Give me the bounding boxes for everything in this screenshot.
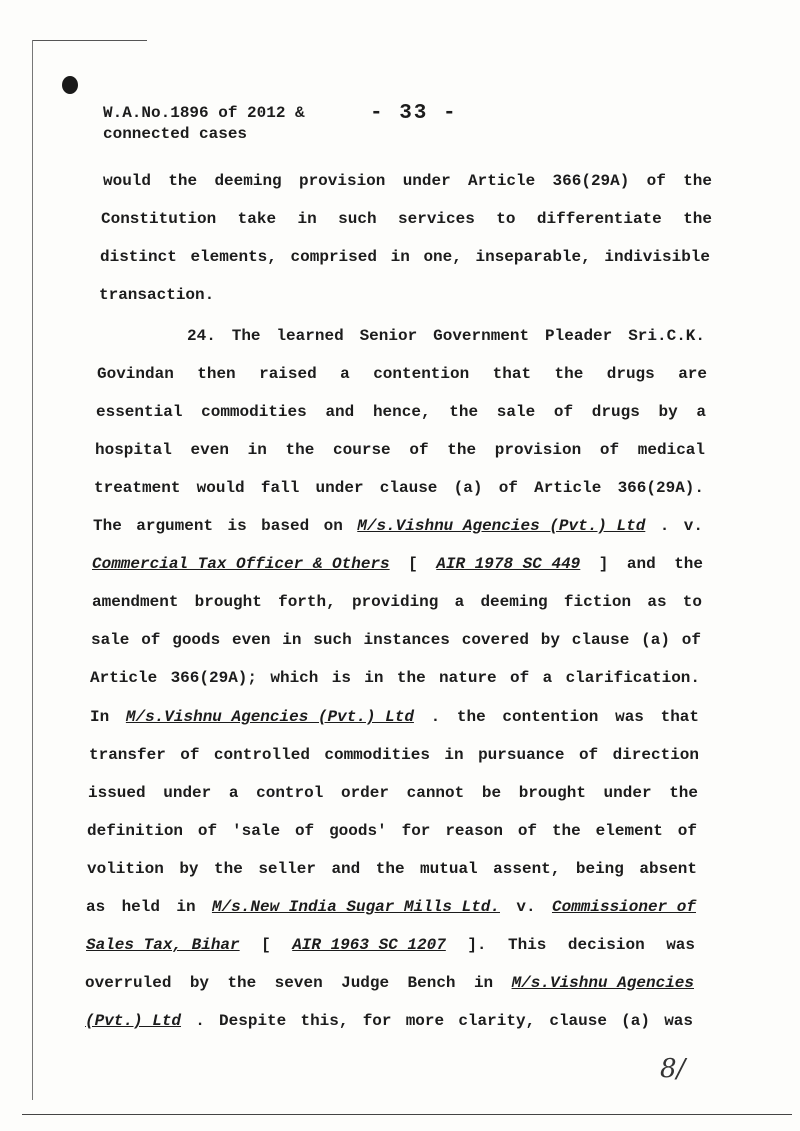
word: Article xyxy=(90,669,158,687)
word: which xyxy=(270,669,319,687)
word: v. xyxy=(516,898,536,916)
text-line xyxy=(0,327,800,351)
text-line xyxy=(0,974,800,998)
word: in xyxy=(390,248,410,266)
word: sale xyxy=(496,403,536,421)
word: such xyxy=(338,210,377,228)
word: Constitution xyxy=(101,210,217,228)
word: in xyxy=(282,631,302,649)
word: and xyxy=(626,555,656,573)
text-line xyxy=(0,479,800,503)
word: 24. xyxy=(187,327,216,345)
word: be xyxy=(481,784,502,802)
word: held xyxy=(121,898,160,916)
word: in xyxy=(297,210,317,228)
word: the xyxy=(554,365,584,383)
word: seller xyxy=(258,860,316,878)
word: assent, xyxy=(493,860,561,878)
word: forth, xyxy=(278,593,336,611)
word: clause xyxy=(549,1012,607,1030)
word: [ xyxy=(261,936,271,954)
word: and xyxy=(325,403,355,421)
text-line xyxy=(0,631,800,655)
word: of xyxy=(681,631,701,649)
word: hence, xyxy=(372,403,431,421)
word: contention xyxy=(373,365,470,383)
word: of xyxy=(409,441,429,459)
word: element xyxy=(595,822,663,840)
word: overruled xyxy=(85,974,172,992)
word: of xyxy=(180,746,200,764)
word: as xyxy=(86,898,106,916)
word: of xyxy=(510,669,530,687)
word: definition xyxy=(87,822,184,840)
text-line xyxy=(0,860,800,884)
word: Article xyxy=(534,479,602,497)
word: being xyxy=(575,860,624,878)
word: of xyxy=(578,746,599,764)
case-citation: Sales Tax, Bihar xyxy=(86,936,240,954)
word: pursuance xyxy=(478,746,565,764)
word: the xyxy=(396,669,426,687)
word: Despite xyxy=(219,1012,287,1030)
word: services xyxy=(398,210,475,228)
word: would xyxy=(196,479,245,497)
word: provision xyxy=(298,172,386,190)
word: brought xyxy=(518,784,586,802)
word: hospital xyxy=(95,441,172,459)
text-line xyxy=(0,403,800,427)
word: in xyxy=(176,898,196,916)
word: raised xyxy=(259,365,317,383)
word: (a) xyxy=(621,1012,650,1030)
word: the xyxy=(456,708,486,726)
handwritten-initials: 8/ xyxy=(660,1054,686,1084)
word: instances xyxy=(363,631,450,649)
word: (a) xyxy=(453,479,483,497)
word: by xyxy=(189,974,210,992)
word: drugs xyxy=(591,403,640,421)
word: decision xyxy=(567,936,645,954)
word: The xyxy=(231,327,261,345)
word: and xyxy=(331,860,361,878)
word: Sri.C.K. xyxy=(628,327,705,345)
text-line xyxy=(0,898,800,922)
text-line xyxy=(0,441,800,465)
word: a xyxy=(340,365,350,383)
text-line xyxy=(0,365,800,389)
word: reason xyxy=(445,822,503,840)
word: of xyxy=(646,172,666,190)
case-citation: AIR 1963 SC 1207 xyxy=(292,936,446,954)
word: was xyxy=(666,936,695,954)
word: for xyxy=(362,1012,392,1030)
word: absent xyxy=(639,860,697,878)
word: was xyxy=(664,1012,693,1030)
text-line xyxy=(0,248,800,272)
word: Article xyxy=(468,172,536,190)
word: commodities xyxy=(201,403,307,421)
word: of xyxy=(599,441,620,459)
word: the xyxy=(375,860,405,878)
word: goods xyxy=(172,631,221,649)
word: essential xyxy=(96,403,183,421)
word: Bench xyxy=(407,974,456,992)
word: in xyxy=(247,441,267,459)
text-line xyxy=(0,555,800,579)
word: treatment xyxy=(94,479,181,497)
word: indivisible xyxy=(604,248,710,266)
word: a xyxy=(696,403,706,421)
word: Pleader xyxy=(545,327,613,345)
word: of xyxy=(553,403,574,421)
word: a xyxy=(542,669,553,687)
word: comprised xyxy=(290,248,377,266)
word: by xyxy=(179,860,199,878)
word: mutual xyxy=(420,860,478,878)
word: even xyxy=(190,441,229,459)
word: under xyxy=(402,172,451,190)
word: of xyxy=(294,822,315,840)
text-line xyxy=(0,210,800,234)
word: in xyxy=(473,974,494,992)
word: the xyxy=(669,784,698,802)
text-line xyxy=(0,669,800,693)
word: argument xyxy=(136,517,214,535)
word: is xyxy=(331,669,351,687)
word: Senior xyxy=(359,327,418,345)
word: deeming xyxy=(480,593,548,611)
word: contention xyxy=(502,708,599,726)
word: the xyxy=(674,555,703,573)
word: to xyxy=(496,210,516,228)
word: controlled xyxy=(213,746,310,764)
word: transfer xyxy=(89,746,166,764)
text-line xyxy=(0,1012,800,1036)
word: the xyxy=(449,403,479,421)
word: course xyxy=(333,441,391,459)
word: inseparable, xyxy=(475,248,591,266)
text-line xyxy=(0,172,800,196)
word: the xyxy=(168,172,198,190)
word: by xyxy=(658,403,678,421)
word: brought xyxy=(194,593,262,611)
word: . xyxy=(430,708,441,726)
text-line xyxy=(0,517,800,541)
word: in xyxy=(364,669,384,687)
word: 366(29A); xyxy=(170,669,257,687)
word: . xyxy=(659,517,670,535)
word: commodities xyxy=(324,746,430,764)
case-citation: M/s.New India Sugar Mills Ltd. xyxy=(211,898,500,916)
word: The xyxy=(93,517,122,535)
word: of xyxy=(677,822,697,840)
case-citation: M/s.Vishnu Agencies (Pvt.) Ltd xyxy=(125,708,414,726)
word: transaction. xyxy=(99,286,215,304)
word: based xyxy=(261,517,310,535)
word: Govindan xyxy=(97,365,174,383)
word: sale xyxy=(91,631,130,649)
word: ] xyxy=(598,555,609,573)
word: more xyxy=(405,1012,445,1030)
word: 'sale xyxy=(232,822,281,840)
case-citation: AIR 1978 SC 449 xyxy=(436,555,581,573)
word: nature xyxy=(439,669,497,687)
word: providing xyxy=(351,593,439,611)
word: of xyxy=(197,822,218,840)
word: clause xyxy=(379,479,438,497)
word: the xyxy=(683,172,712,190)
word: as xyxy=(647,593,667,611)
word: . xyxy=(195,1012,205,1030)
word: 366(29A). xyxy=(617,479,704,497)
word: cannot xyxy=(406,784,465,802)
word: control xyxy=(256,784,324,802)
text-line xyxy=(0,822,800,846)
word: one, xyxy=(423,248,462,266)
word: a xyxy=(454,593,465,611)
scan-border-bottom xyxy=(22,1114,792,1115)
word: amendment xyxy=(92,593,179,611)
word: are xyxy=(678,365,707,383)
word: (a) xyxy=(641,631,670,649)
word: even xyxy=(232,631,271,649)
word: take xyxy=(237,210,277,228)
word: covered xyxy=(461,631,529,649)
word: drugs xyxy=(606,365,655,383)
word: the xyxy=(285,441,315,459)
word: volition xyxy=(87,860,164,878)
word: of xyxy=(498,479,518,497)
word: ]. xyxy=(467,936,487,954)
case-citation: Commercial Tax Officer & Others xyxy=(92,555,390,573)
text-line xyxy=(0,936,800,960)
word: distinct xyxy=(100,248,177,266)
word: under xyxy=(315,479,364,497)
word: provision xyxy=(494,441,582,459)
word: fiction xyxy=(563,593,632,611)
word: then xyxy=(197,365,236,383)
word: medical xyxy=(637,441,705,459)
word: this, xyxy=(300,1012,349,1030)
word: seven xyxy=(274,974,323,992)
word: v. xyxy=(683,517,703,535)
word: of xyxy=(141,631,161,649)
word: Government xyxy=(433,327,530,345)
word: the xyxy=(227,974,257,992)
text-line xyxy=(0,708,800,732)
case-reference-line-2: connected cases xyxy=(103,125,248,143)
word: Judge xyxy=(341,974,390,992)
text-line xyxy=(0,286,800,310)
scan-border-top xyxy=(32,40,147,41)
word: by xyxy=(540,631,560,649)
word: [ xyxy=(408,555,418,573)
word: issued xyxy=(88,784,146,802)
word: would xyxy=(103,172,152,190)
text-line xyxy=(0,593,800,617)
text-line xyxy=(0,746,800,770)
word: the xyxy=(447,441,477,459)
word: a xyxy=(228,784,239,802)
word: In xyxy=(90,708,110,726)
word: was xyxy=(615,708,644,726)
word: such xyxy=(313,631,352,649)
word: clarity, xyxy=(458,1012,536,1030)
word: clarification. xyxy=(565,669,700,687)
word: the xyxy=(683,210,712,228)
word: for xyxy=(401,822,431,840)
case-citation: Commissioner of xyxy=(551,898,696,916)
word: the xyxy=(214,860,243,878)
page-number: - 33 - xyxy=(370,102,458,125)
case-citation: M/s.Vishnu Agencies xyxy=(511,974,694,992)
word: deeming xyxy=(214,172,282,190)
word: order xyxy=(340,784,389,802)
word: of xyxy=(517,822,538,840)
word: goods' xyxy=(329,822,387,840)
word: in xyxy=(444,746,464,764)
word: fall xyxy=(260,479,300,497)
word: under xyxy=(163,784,212,802)
word: that xyxy=(660,708,699,726)
word: that xyxy=(492,365,532,383)
case-reference xyxy=(103,103,305,145)
word: elements, xyxy=(190,248,277,266)
case-citation: M/s.Vishnu Agencies (Pvt.) Ltd xyxy=(357,517,646,535)
case-citation: (Pvt.) Ltd xyxy=(85,1012,182,1030)
word: learned xyxy=(276,327,344,345)
word: the xyxy=(551,822,581,840)
word: on xyxy=(323,517,343,535)
word: This xyxy=(508,936,547,954)
word: under xyxy=(603,784,652,802)
word: direction xyxy=(612,746,699,764)
case-reference-line-1: W.A.No.1896 of 2012 & xyxy=(103,104,305,122)
punch-hole-mark xyxy=(62,76,78,94)
word: to xyxy=(682,593,702,611)
word: is xyxy=(227,517,247,535)
word: differentiate xyxy=(536,210,662,228)
word: 366(29A) xyxy=(552,172,630,190)
word: clause xyxy=(571,631,630,649)
text-line xyxy=(0,784,800,808)
